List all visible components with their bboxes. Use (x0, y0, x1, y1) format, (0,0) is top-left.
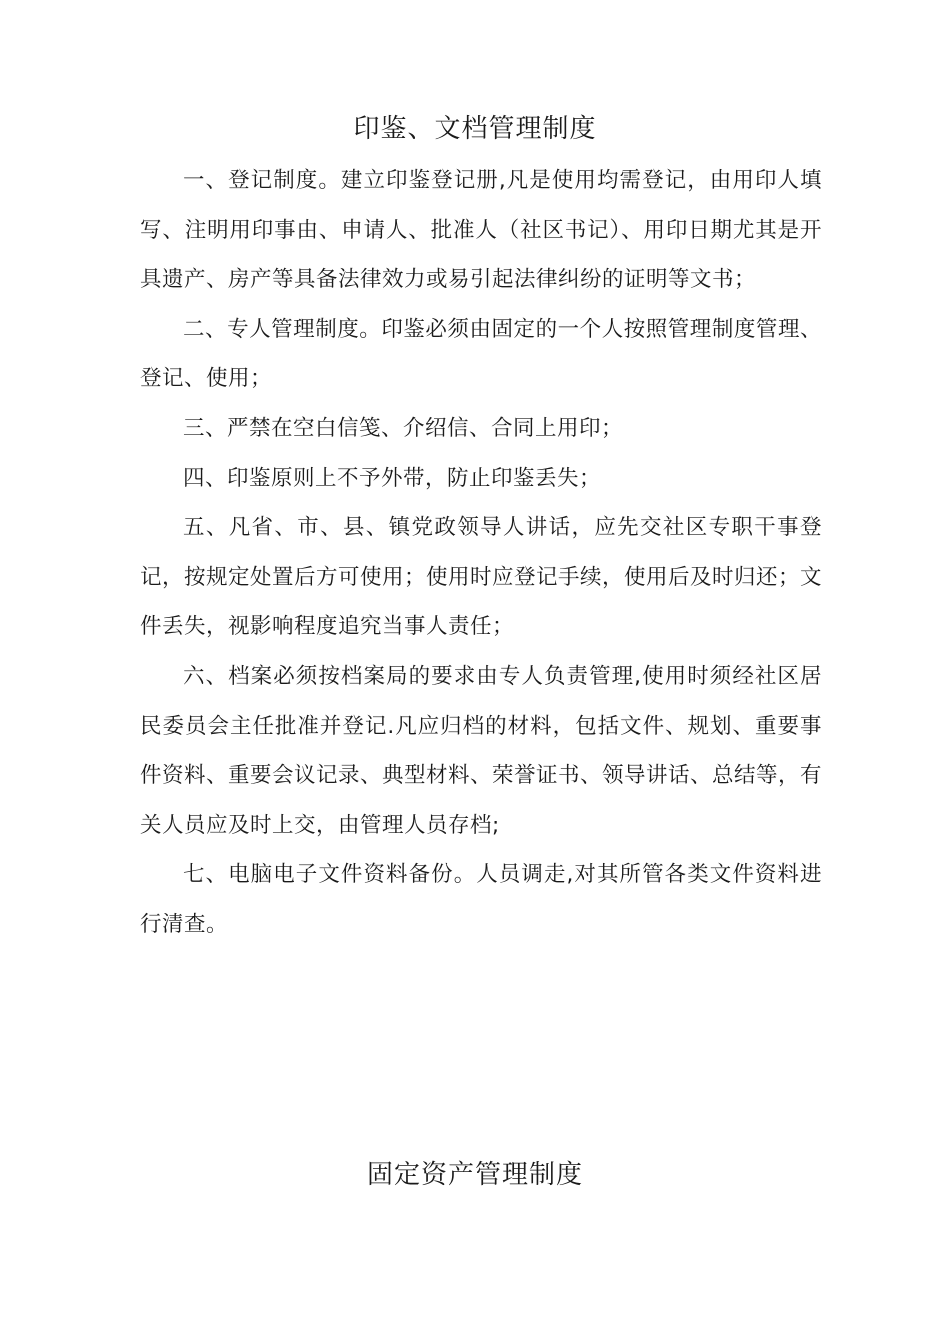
section-title-seal-document-management: 印鉴、文档管理制度 (353, 114, 597, 144)
paragraph-archive-management: 六、档案必须按档案局的要求由专人负责管理,使用时须经社区居民委员会主任批准并登记.凡应归档的材料，包括文件、规划、重要事件资料、重要会议记录、典型材料、荣誉证书、领导讲话、总结等，有关人员应及时上交，由管理人员存档; (140, 663, 823, 838)
paragraph-dedicated-management: 二、专人管理制度。印鉴必须由固定的一个人按照管理制度管理、登记、使用； (140, 316, 822, 392)
paragraph-registration-system: 一、登记制度。建立印鉴登记册,凡是使用均需登记，由用印人填写、注明用印事由、申请人、批准人（社区书记）、用印日期尤其是开具遗产、房产等具备法律效力或易引起法律纠纷的证明等文书； (140, 168, 822, 293)
paragraph-electronic-backup: 七、电脑电子文件资料备份。人员调走,对其所管各类文件资料进行清查。 (140, 862, 822, 937)
section-title-fixed-asset-management: 固定资产管理制度 (366, 1160, 583, 1190)
paragraph-blank-letter-ban: 三、严禁在空白信笺、介绍信、合同上用印； (183, 415, 624, 441)
paragraph-leader-speech-documents: 五、凡省、市、县、镇党政领导人讲话，应先交社区专职干事登记，按规定处置后方可使用；使用时应登记手续，使用后及时归还；文件丢失，视影响程度追究当事人责任； (140, 515, 823, 640)
section-body (140, 156, 822, 950)
paragraph-no-taking-out: 四、印鉴原则上不予外带，防止印鉴丢失； (183, 465, 602, 491)
